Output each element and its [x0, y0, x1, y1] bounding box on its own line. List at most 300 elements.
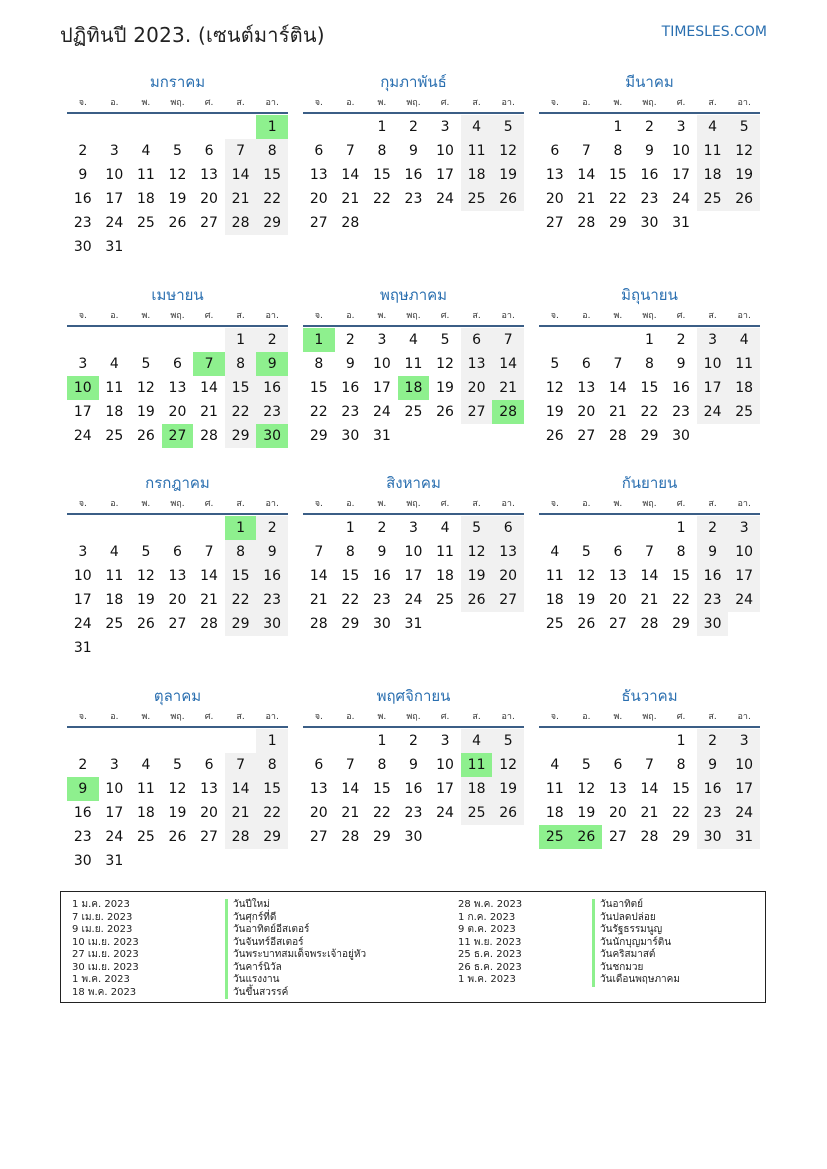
day-cell: 28	[608, 428, 627, 444]
day-grid	[67, 328, 288, 448]
day-cell: 4	[109, 356, 119, 372]
weekday-label: จ.	[314, 712, 323, 722]
day-cell: 19	[136, 404, 155, 420]
day-cell: 13	[168, 380, 187, 396]
holiday-day-cell: 9	[67, 777, 99, 801]
day-cell: 18	[545, 805, 564, 821]
legend-date: 10 เม.ย. 2023	[72, 936, 139, 948]
day-cell: 14	[640, 568, 659, 584]
day-cell: 8	[225, 540, 257, 564]
day-cell: 3	[676, 119, 686, 135]
day-cell: 27	[608, 829, 627, 845]
legend-holiday-name: วันปีใหม่	[225, 899, 366, 912]
day-cell: 7	[314, 544, 324, 560]
weekday-label: ศ.	[676, 311, 686, 321]
day-cell: 23	[640, 191, 659, 207]
day-cell: 26	[436, 404, 454, 420]
legend-holiday-name: วันอาทิตย์	[592, 899, 680, 912]
day-cell: 14	[225, 163, 257, 187]
day-grid	[303, 115, 524, 235]
empty-cell	[225, 115, 257, 139]
day-cell: 3	[440, 119, 450, 135]
day-cell: 16	[672, 380, 690, 396]
empty-cell	[99, 516, 131, 540]
day-cell: 2	[697, 516, 729, 540]
day-cell: 28	[341, 829, 360, 845]
legend-date: 25 ธ.ค. 2023	[458, 949, 522, 960]
day-cell: 18	[461, 777, 493, 801]
weekday-label: พฤ.	[406, 712, 421, 722]
weekday-label: อา.	[501, 98, 515, 108]
day-cell: 20	[608, 805, 627, 821]
day-cell: 23	[697, 801, 729, 825]
month-calendar	[67, 283, 288, 448]
day-cell: 7	[345, 143, 355, 159]
day-cell: 15	[640, 380, 659, 396]
day-cell: 16	[341, 380, 360, 396]
day-cell: 25	[461, 187, 493, 211]
day-cell: 25	[436, 592, 454, 608]
weekday-label: อา.	[265, 499, 279, 509]
holiday-day-cell: 26	[571, 825, 603, 849]
day-cell: 26	[136, 428, 155, 444]
day-cell: 12	[461, 540, 493, 564]
day-cell: 3	[697, 328, 729, 352]
legend-names-right	[592, 899, 680, 987]
day-cell: 17	[436, 781, 454, 797]
day-cell: 15	[608, 167, 627, 183]
day-cell: 5	[440, 332, 450, 348]
weekday-header	[67, 307, 288, 327]
day-cell: 18	[545, 592, 564, 608]
day-cell: 8	[314, 356, 324, 372]
day-cell: 22	[372, 191, 391, 207]
month-name: กุมภาพันธ์	[380, 73, 447, 91]
day-cell: 17	[728, 564, 760, 588]
day-cell: 27	[577, 428, 596, 444]
legend-date: 9 เม.ย. 2023	[72, 924, 133, 935]
day-cell: 6	[550, 143, 560, 159]
day-cell: 1	[645, 332, 654, 348]
day-cell: 14	[309, 568, 328, 584]
day-cell: 11	[404, 356, 423, 372]
day-cell: 17	[372, 380, 391, 396]
day-cell: 8	[676, 757, 686, 773]
day-cell: 17	[697, 376, 729, 400]
day-cell: 2	[256, 516, 288, 540]
day-cell: 30	[404, 829, 423, 845]
day-cell: 27	[309, 215, 328, 231]
weekday-label: ส.	[472, 98, 481, 108]
day-cell: 15	[309, 380, 328, 396]
weekday-label: พ.	[377, 311, 387, 321]
month-calendar	[303, 70, 524, 235]
day-cell: 29	[608, 215, 627, 231]
day-cell: 19	[136, 592, 155, 608]
day-cell: 28	[640, 616, 659, 632]
day-cell: 18	[105, 592, 124, 608]
day-cell: 21	[225, 801, 257, 825]
day-cell: 2	[78, 757, 88, 773]
holiday-day-cell: 9	[256, 352, 288, 376]
weekday-label: อ.	[582, 311, 591, 321]
weekday-label: อา.	[737, 712, 751, 722]
day-cell: 25	[136, 215, 155, 231]
day-cell: 28	[200, 428, 218, 444]
day-cell: 4	[440, 520, 450, 536]
day-cell: 2	[377, 520, 387, 536]
day-cell: 11	[461, 139, 493, 163]
day-cell: 24	[404, 592, 423, 608]
day-cell: 23	[404, 805, 423, 821]
empty-cell	[602, 516, 634, 540]
day-cell: 28	[225, 211, 257, 235]
weekday-header	[539, 708, 760, 728]
day-cell: 10	[105, 781, 124, 797]
weekday-label: อ.	[346, 311, 355, 321]
brand-link[interactable]: TIMESLES.COM	[661, 24, 767, 40]
day-cell: 13	[200, 167, 218, 183]
day-cell: 7	[225, 139, 257, 163]
day-cell: 24	[372, 404, 391, 420]
month-calendar	[539, 70, 760, 235]
day-grid	[303, 516, 524, 636]
day-cell: 17	[73, 592, 92, 608]
day-cell: 6	[204, 143, 214, 159]
day-cell: 16	[256, 376, 288, 400]
day-cell: 9	[345, 356, 355, 372]
day-cell: 12	[577, 568, 596, 584]
legend-dates-right	[458, 899, 522, 987]
day-cell: 4	[697, 115, 729, 139]
day-cell: 19	[492, 163, 524, 187]
day-cell: 17	[105, 805, 124, 821]
holiday-day-cell: 7	[193, 352, 225, 376]
day-cell: 21	[608, 404, 627, 420]
day-cell: 26	[136, 616, 155, 632]
day-cell: 12	[492, 139, 524, 163]
month-name: มิถุนายน	[621, 286, 678, 304]
weekday-header	[67, 94, 288, 114]
day-cell: 12	[136, 380, 155, 396]
month-name: พฤศจิกายน	[376, 687, 451, 705]
weekday-label: ส.	[236, 712, 245, 722]
weekday-label: อา.	[737, 98, 751, 108]
day-cell: 8	[676, 544, 686, 560]
weekday-label: พ.	[377, 499, 387, 509]
day-cell: 26	[577, 616, 596, 632]
weekday-label: ศ.	[440, 499, 450, 509]
day-cell: 14	[640, 781, 659, 797]
weekday-label: อ.	[110, 712, 119, 722]
day-cell: 15	[672, 781, 690, 797]
weekday-label: ศ.	[204, 311, 214, 321]
day-cell: 12	[492, 753, 524, 777]
holiday-day-cell: 30	[256, 424, 288, 448]
month-name: กันยายน	[621, 474, 678, 492]
month-calendar	[303, 684, 524, 849]
day-cell: 9	[409, 757, 418, 773]
day-cell: 6	[204, 757, 214, 773]
day-cell: 26	[168, 829, 187, 845]
weekday-label: ส.	[236, 311, 245, 321]
weekday-label: ศ.	[676, 98, 686, 108]
day-cell: 15	[256, 163, 288, 187]
day-cell: 10	[372, 356, 391, 372]
day-cell: 29	[256, 825, 288, 849]
empty-cell	[335, 729, 367, 753]
day-cell: 17	[436, 167, 454, 183]
day-cell: 26	[492, 187, 524, 211]
weekday-label: พฤ.	[170, 98, 185, 108]
weekday-label: จ.	[78, 311, 87, 321]
day-cell: 20	[168, 404, 187, 420]
day-cell: 16	[697, 777, 729, 801]
weekday-label: พฤ.	[406, 311, 421, 321]
day-cell: 2	[697, 729, 729, 753]
day-cell: 18	[728, 376, 760, 400]
day-cell: 13	[309, 781, 328, 797]
holiday-day-cell: 27	[162, 424, 194, 448]
day-cell: 6	[173, 544, 182, 560]
day-cell: 11	[728, 352, 760, 376]
day-cell: 9	[256, 540, 288, 564]
day-cell: 1	[676, 520, 686, 536]
weekday-label: อา.	[265, 712, 279, 722]
day-cell: 18	[461, 163, 493, 187]
weekday-label: ส.	[472, 499, 481, 509]
weekday-label: จ.	[314, 98, 323, 108]
day-grid	[303, 729, 524, 849]
day-cell: 31	[672, 215, 690, 231]
weekday-label: พ.	[613, 712, 623, 722]
day-cell: 22	[372, 805, 391, 821]
empty-cell	[162, 729, 194, 753]
day-cell: 13	[309, 167, 328, 183]
empty-cell	[571, 328, 603, 352]
day-cell: 16	[404, 781, 423, 797]
day-cell: 24	[697, 400, 729, 424]
legend-holiday-name: วันเดือนพฤษภาคม	[592, 974, 680, 987]
weekday-header	[303, 708, 524, 728]
day-grid	[67, 729, 288, 873]
day-cell: 30	[640, 215, 659, 231]
day-cell: 19	[577, 592, 596, 608]
weekday-label: ส.	[236, 499, 245, 509]
day-cell: 7	[613, 356, 623, 372]
day-cell: 12	[436, 356, 454, 372]
day-cell: 9	[697, 540, 729, 564]
day-cell: 13	[608, 568, 627, 584]
day-cell: 4	[141, 757, 151, 773]
day-cell: 4	[461, 115, 493, 139]
holiday-day-cell: 18	[398, 376, 430, 400]
day-cell: 25	[105, 616, 124, 632]
day-cell: 6	[613, 544, 623, 560]
day-cell: 14	[341, 167, 360, 183]
day-cell: 18	[136, 191, 155, 207]
weekday-label: พฤ.	[642, 499, 657, 509]
weekday-label: ส.	[708, 712, 717, 722]
day-cell: 18	[136, 805, 155, 821]
weekday-label: พฤ.	[642, 712, 657, 722]
weekday-label: พฤ.	[406, 499, 421, 509]
day-cell: 6	[581, 356, 591, 372]
day-cell: 20	[200, 805, 218, 821]
day-cell: 10	[105, 167, 124, 183]
weekday-label: พ.	[377, 712, 387, 722]
holiday-day-cell: 1	[225, 516, 257, 540]
day-cell: 23	[404, 191, 423, 207]
day-cell: 3	[109, 757, 119, 773]
weekday-label: พ.	[377, 98, 387, 108]
day-cell: 27	[545, 215, 564, 231]
day-cell: 15	[341, 568, 360, 584]
weekday-label: ส.	[708, 98, 717, 108]
month-name: ธันวาคม	[621, 687, 678, 705]
day-cell: 8	[613, 143, 623, 159]
day-cell: 16	[73, 805, 92, 821]
day-cell: 28	[225, 825, 257, 849]
day-cell: 23	[672, 404, 690, 420]
day-cell: 27	[608, 616, 627, 632]
day-cell: 7	[492, 328, 524, 352]
day-cell: 24	[105, 215, 124, 231]
day-cell: 5	[581, 544, 591, 560]
day-cell: 23	[372, 592, 391, 608]
day-cell: 26	[492, 801, 524, 825]
day-grid	[303, 328, 524, 448]
day-cell: 4	[461, 729, 493, 753]
month-name: พฤษภาคม	[379, 286, 448, 304]
day-cell: 17	[728, 777, 760, 801]
day-cell: 30	[672, 428, 690, 444]
day-cell: 16	[404, 167, 423, 183]
weekday-header	[539, 495, 760, 515]
day-cell: 5	[461, 516, 493, 540]
day-cell: 2	[345, 332, 355, 348]
day-cell: 9	[645, 143, 654, 159]
day-cell: 5	[492, 729, 524, 753]
legend-holiday-name: วันรัฐธรรมนูญ	[592, 924, 680, 937]
day-cell: 27	[309, 829, 328, 845]
day-cell: 24	[73, 616, 92, 632]
weekday-label: พ.	[141, 499, 151, 509]
day-cell: 3	[78, 356, 88, 372]
day-cell: 21	[225, 187, 257, 211]
day-cell: 4	[728, 328, 760, 352]
day-cell: 27	[200, 829, 218, 845]
day-cell: 30	[73, 239, 92, 255]
day-cell: 2	[409, 733, 418, 749]
weekday-label: จ.	[78, 712, 87, 722]
day-cell: 31	[73, 640, 92, 656]
day-cell: 2	[256, 328, 288, 352]
day-cell: 5	[173, 143, 182, 159]
day-cell: 16	[256, 564, 288, 588]
weekday-label: อา.	[737, 311, 751, 321]
weekday-label: ศ.	[440, 98, 450, 108]
day-cell: 3	[409, 520, 418, 536]
day-cell: 31	[404, 616, 423, 632]
holiday-day-cell: 10	[67, 376, 99, 400]
day-cell: 15	[225, 376, 257, 400]
day-cell: 2	[645, 119, 654, 135]
day-cell: 14	[225, 777, 257, 801]
legend-date: 1 ม.ค. 2023	[72, 899, 130, 910]
empty-cell	[193, 516, 225, 540]
day-cell: 6	[314, 143, 324, 159]
day-cell: 3	[377, 332, 387, 348]
month-calendar	[303, 283, 524, 448]
day-cell: 26	[461, 588, 493, 612]
day-cell: 17	[105, 191, 124, 207]
empty-cell	[130, 328, 162, 352]
day-cell: 13	[492, 540, 524, 564]
legend-holiday-name: วันศุกร์ที่ดี	[225, 912, 366, 925]
day-cell: 10	[728, 753, 760, 777]
day-cell: 11	[136, 781, 155, 797]
day-cell: 3	[728, 516, 760, 540]
day-cell: 30	[73, 853, 92, 869]
weekday-label: พฤ.	[170, 499, 185, 509]
day-cell: 10	[728, 540, 760, 564]
day-cell: 31	[372, 428, 391, 444]
weekday-label: อา.	[501, 499, 515, 509]
weekday-label: จ.	[314, 311, 323, 321]
day-cell: 24	[73, 428, 92, 444]
day-cell: 10	[436, 143, 454, 159]
day-cell: 25	[545, 616, 564, 632]
day-cell: 11	[436, 544, 454, 560]
day-cell: 22	[309, 404, 328, 420]
day-cell: 11	[136, 167, 155, 183]
weekday-header	[303, 495, 524, 515]
day-cell: 19	[728, 163, 760, 187]
empty-cell	[162, 516, 194, 540]
weekday-label: ศ.	[440, 712, 450, 722]
day-cell: 21	[200, 592, 218, 608]
weekday-label: จ.	[78, 499, 87, 509]
legend-date: 30 เม.ย. 2023	[72, 961, 139, 973]
day-cell: 6	[314, 757, 324, 773]
day-cell: 2	[676, 332, 686, 348]
month-calendar	[539, 684, 760, 849]
weekday-label: จ.	[314, 499, 323, 509]
weekday-label: ส.	[708, 499, 717, 509]
day-cell: 13	[200, 781, 218, 797]
day-cell: 19	[461, 564, 493, 588]
day-grid	[539, 516, 760, 636]
month-calendar	[67, 471, 288, 660]
day-cell: 22	[256, 801, 288, 825]
empty-cell	[303, 115, 335, 139]
day-cell: 12	[545, 380, 564, 396]
legend-date: 27 เม.ย. 2023	[72, 949, 139, 960]
weekday-label: พ.	[613, 499, 623, 509]
day-cell: 3	[109, 143, 119, 159]
empty-cell	[99, 729, 131, 753]
day-cell: 8	[256, 753, 288, 777]
weekday-label: อ.	[346, 712, 355, 722]
empty-cell	[193, 115, 225, 139]
month-calendar	[67, 70, 288, 259]
weekday-header	[303, 307, 524, 327]
day-cell: 10	[404, 544, 423, 560]
month-name: สิงหาคม	[386, 474, 441, 492]
holiday-day-cell: 11	[461, 753, 493, 777]
day-cell: 31	[105, 853, 124, 869]
